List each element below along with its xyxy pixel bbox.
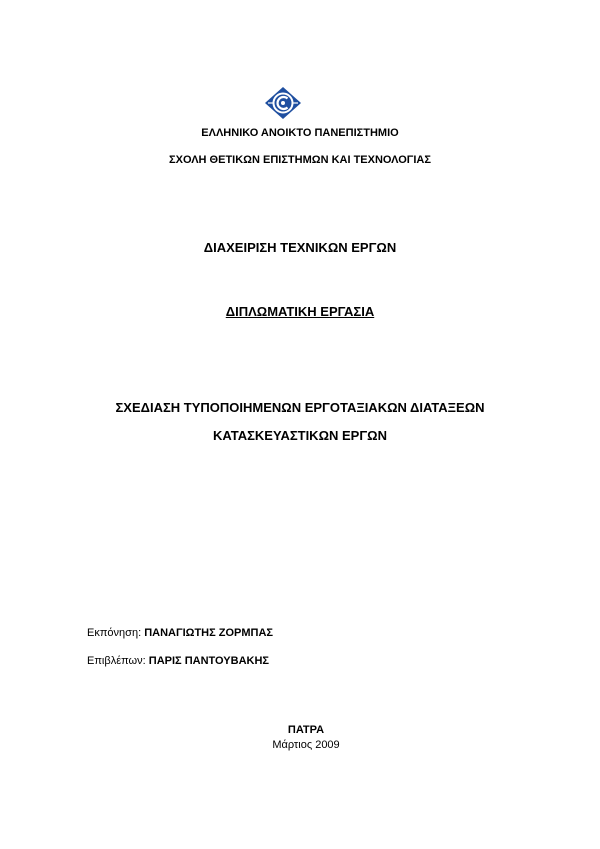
thesis-type-heading xyxy=(0,304,600,319)
author-name: ΠΑΝΑΓΙΩΤΗΣ ΖΟΡΜΠΑΣ xyxy=(144,627,274,639)
author-label: Εκπόνηση: xyxy=(87,627,142,639)
school-name: ΣΧΟΛΗ ΘΕΤΙΚΩΝ ΕΠΙΣΤΗΜΩΝ ΚΑΙ ΤΕΧΝΟΛΟΓΙΑΣ xyxy=(169,154,431,166)
date: Μάρτιος 2009 xyxy=(272,739,340,751)
thesis-title-line-1: ΣΧΕΔΙΑΣΗ ΤΥΠΟΠΟΙΗΜΕΝΩΝ ΕΡΓΟΤΑΞΙΑΚΩΝ ΔΙΑΤΑΞΕΩΝ xyxy=(115,400,485,415)
thesis-title-line-2: ΚΑΤΑΣΚΕΥΑΣΤΙΚΩΝ ΕΡΓΩΝ xyxy=(213,428,387,443)
course-title: ΔΙΑΧΕΙΡΙΣΗ ΤΕΧΝΙΚΩΝ ΕΡΓΩΝ xyxy=(203,240,397,255)
university-name: ΕΛΛΗΝΙΚΟ ΑΝΟΙΚΤΟ ΠΑΝΕΠΙΣΤΗΜΙΟ xyxy=(201,127,399,139)
university-logo-icon xyxy=(264,86,302,120)
author-line xyxy=(87,627,273,639)
city: ΠΑΤΡΑ xyxy=(287,724,325,736)
supervisor-name: ΠΑΡΙΣ ΠΑΝΤΟΥΒΑΚΗΣ xyxy=(148,655,270,667)
thesis-type-text: ΔΙΠΛΩΜΑΤΙΚΗ ΕΡΓΑΣΙΑ xyxy=(225,304,375,319)
supervisor-line xyxy=(87,655,269,667)
supervisor-label: Επιβλέπων: xyxy=(87,655,146,667)
